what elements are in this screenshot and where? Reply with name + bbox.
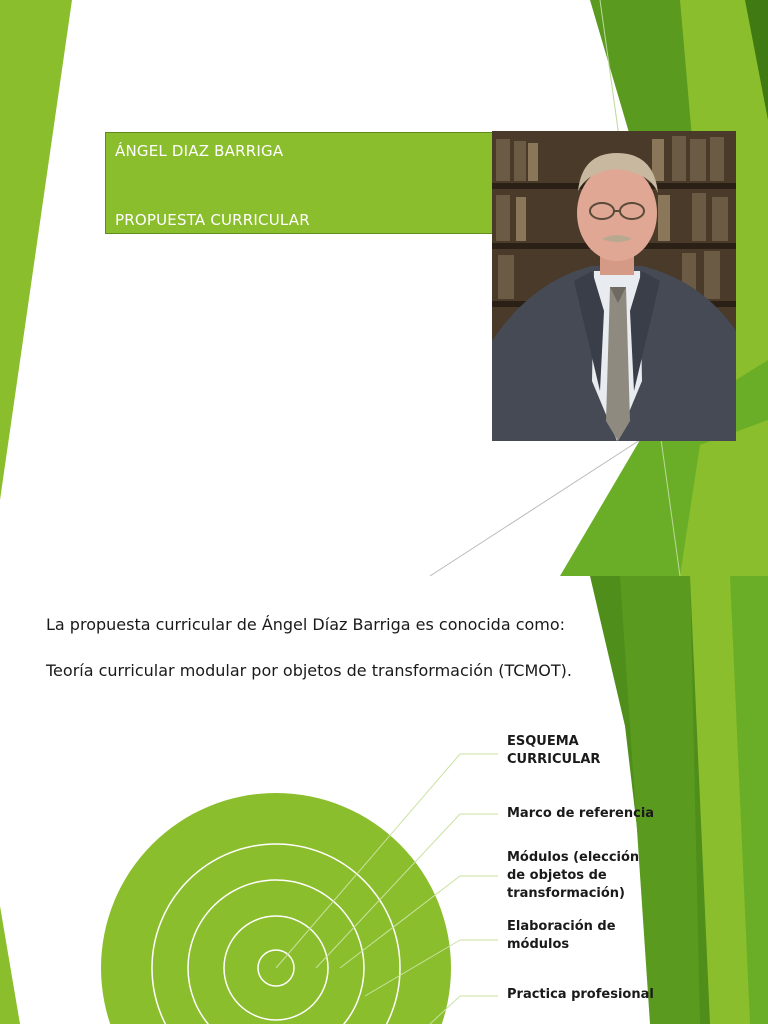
title-box xyxy=(105,132,493,234)
concentric-ring-diagram xyxy=(0,576,768,1024)
diagram-label-modulos: Módulos (elección de objetos de transformación) xyxy=(507,850,640,901)
theory-text: Teoría curricular modular por objetos de transformación (TCMOT). xyxy=(46,661,572,680)
diagram-label-marco-referencia: Marco de referencia xyxy=(507,806,655,821)
slide-content xyxy=(0,576,768,1024)
slide-subtitle-text: PROPUESTA CURRICULAR xyxy=(115,211,310,229)
intro-text: La propuesta curricular de Ángel Díaz Barriga es conocida como: xyxy=(46,615,566,634)
diagram-label-esquema-curricular: ESQUEMA CURRICULAR xyxy=(507,734,601,767)
diagram-label-practica: Practica profesional xyxy=(507,987,654,1002)
portrait-photo xyxy=(492,131,736,441)
diagram-label-elaboracion: Elaboración de módulos xyxy=(507,919,616,952)
slide-title-text: ÁNGEL DIAZ BARRIGA xyxy=(115,142,284,160)
